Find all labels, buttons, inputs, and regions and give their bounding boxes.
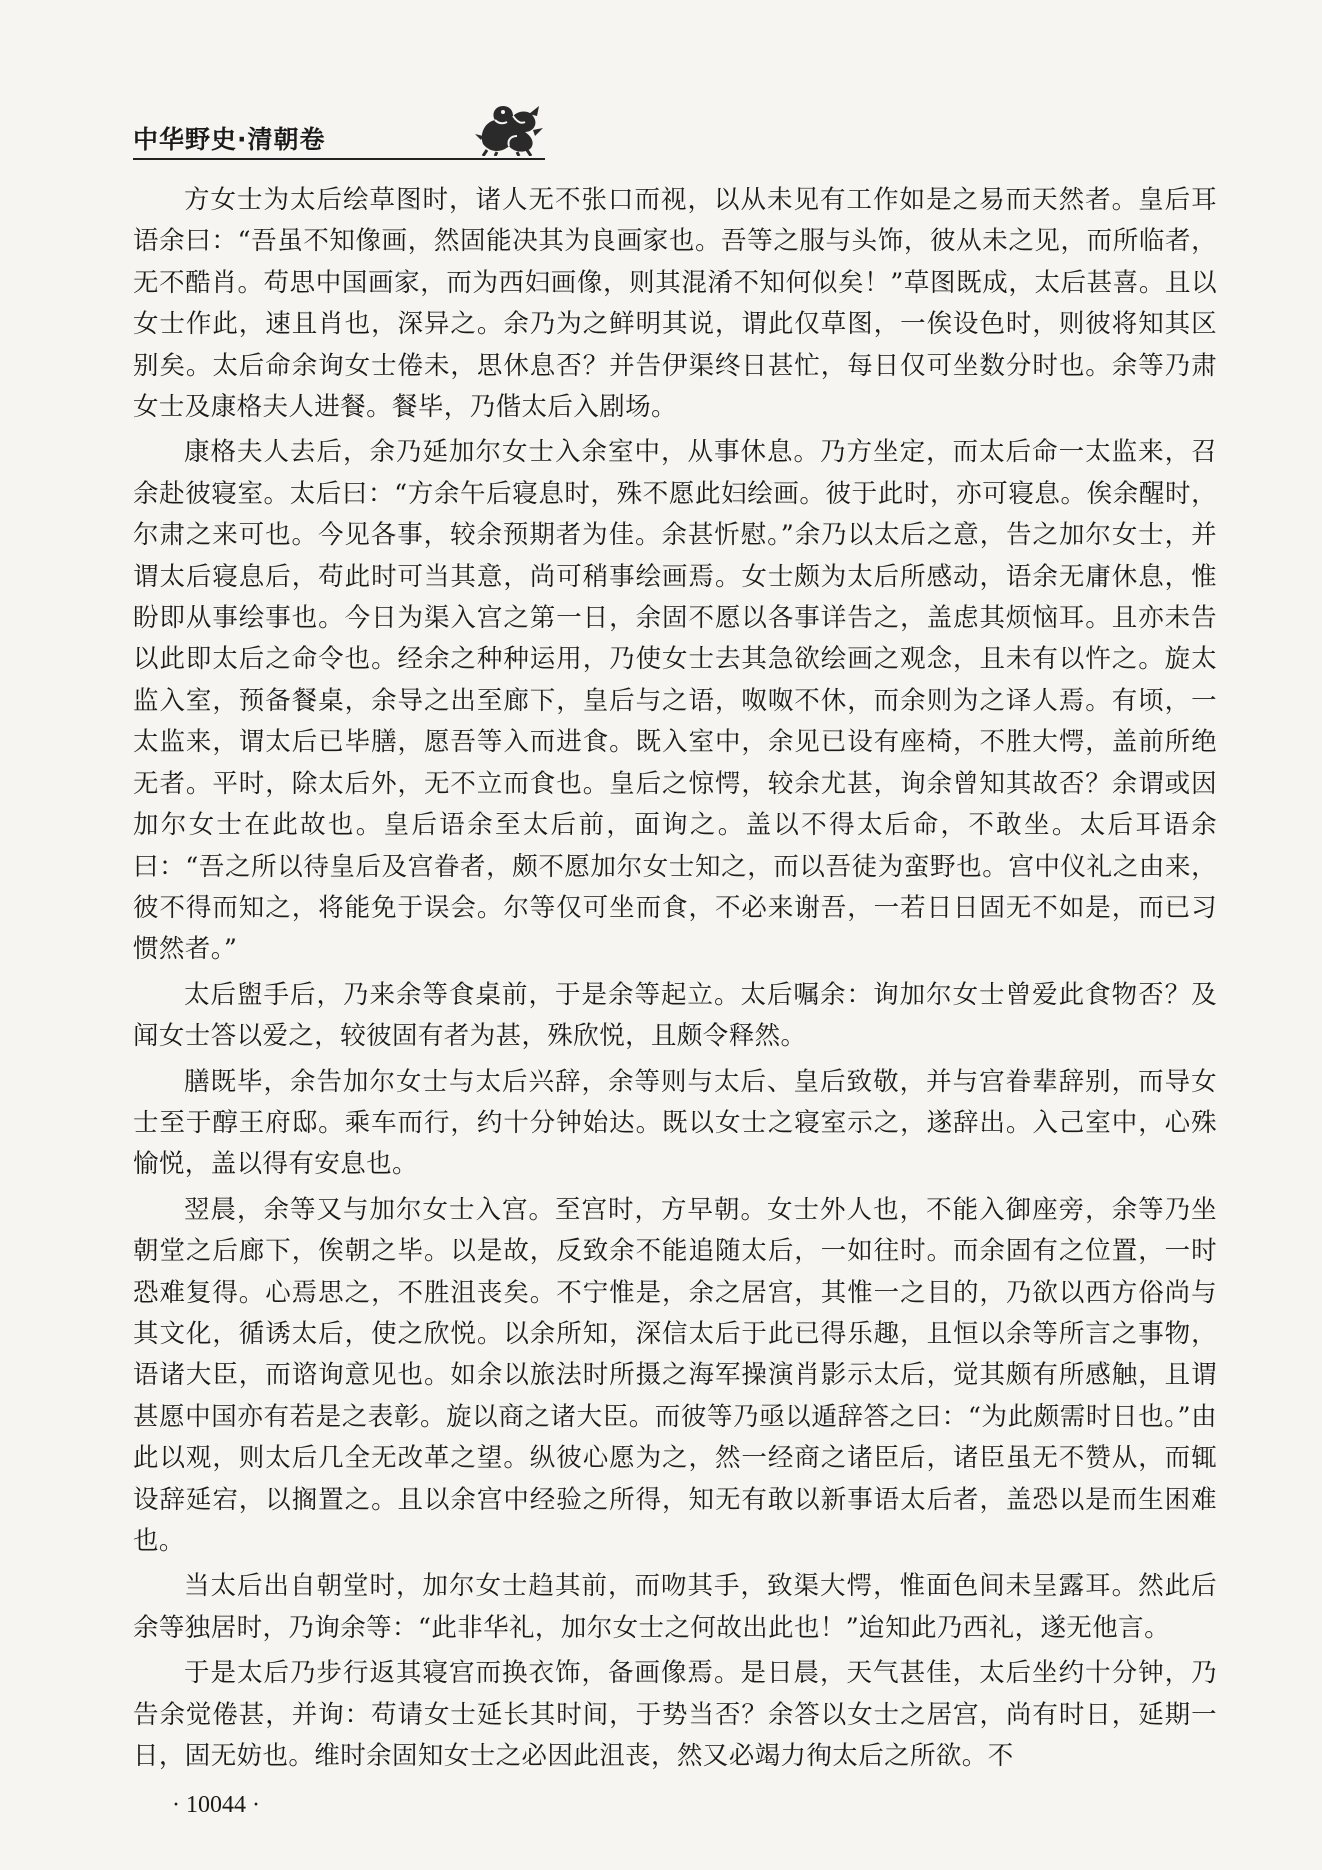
paragraph: 方女士为太后绘草图时，诸人无不张口而视，以从未见有工作如是之易而天然者。皇后耳语余曰：“吾虽不知像画，然固能决其为良画家也。吾等之服与头饰，彼从未之见，而所临者，无不酷肖。苟思中国画家，而为西妇画像，则其混淆不知何似矣！”草图既成，太后甚喜。且以女士作此，速且肖也，深异之。余乃为之鲜明其说，谓此仅草图，一俟设色时，则彼将知其区别矣。太后命余询女士倦未，思休息否？并告伊渠终日甚忙，每日仅可坐数分时也。余等乃肃女士及康格夫人进餐。餐毕，乃偕太后入剧场。 — [133, 185, 1217, 423]
paragraph: 膳既毕，余告加尔女士与太后兴辞，余等则与太后、皇后致敬，并与宫眷辈辞别，而导女士至于醇王府邸。乘车而行，约十分钟始达。既以女士之寝室示之，遂辞出。入己室中，心殊愉悦，盖以得有安息也。 — [133, 1066, 1217, 1180]
body-text — [133, 180, 1217, 1770]
paragraph: 于是太后乃步行返其寝宫而换衣饰，备画像焉。是日晨，天气甚佳，太后坐约十分钟，乃告余觉倦甚，并询：苟请女士延长其时间，于势当否？余答以女士之居宫，尚有时日，延期一日，固无妨也。维时余固知女士之必因此沮丧，然又必竭力徇太后之所欲。不 — [133, 1658, 1217, 1770]
paragraph: 康格夫人去后，余乃延加尔女士入余室中，从事休息。乃方坐定，而太后命一太监来，召余赴彼寝室。太后曰：“方余午后寝息时，殊不愿此妇绘画。彼于此时，亦可寝息。俟余醒时，尔肃之来可也。今见各事，较余预期者为佳。余甚忻慰。”余乃以太后之意，告之加尔女士，并谓太后寝息后，苟此时可当其意，尚可稍事绘画焉。女士颇为太后所感动，语余无庸休息，惟盼即从事绘事也。今日为渠入宫之第一日，余固不愿以各事详告之，盖虑其烦恼耳。且亦未告以此即太后之命令也。经余之种种运用，乃使女士去其急欲绘画之观念，且未有以忤之。旋太监入室，预备餐桌，余导之出至廊下，皇后与之语，呶呶不休，而余则为之译人焉。有顷，一太监来，谓太后已毕膳，愿吾等入而进食。既入室中，余见已设有座椅，不胜大愕，盖前所绝无者。平时，除太后外，无不立而食也。皇后之惊愕，较余尤甚，询余曾知其故否？余谓或因加尔女士在此故也。皇后语余至太后前，面询之。盖以不得太后命，不敢坐。太后耳语余曰：“吾之所以待皇后及宫眷者，颇不愿加尔女士知之，而以吾徒为蛮野也。宫中仪礼之由来，彼不得而知之，将能免于误会。尔等仅可坐而食，不必来谢吾，一若日日固无不如是，而已习惯然者。” — [133, 437, 1217, 965]
book-title: 中华野史·清朝卷 — [133, 125, 326, 154]
paragraph: 太后盥手后，乃来余等食桌前，于是余等起立。太后嘱余：询加尔女士曾爱此食物否？及闻女士答以爱之，较彼固有者为甚，殊欣悦，且颇令释然。 — [133, 979, 1217, 1052]
page-header — [133, 100, 545, 162]
paragraph: 当太后出自朝堂时，加尔女士趋其前，而吻其手，致渠大愕，惟面色间未呈露耳。然此后余等独居时，乃询余等：“此非华礼，加尔女士之何故出此也！”迨知此乃西礼，遂无他言。 — [133, 1571, 1217, 1643]
page-number: · 10044 · — [172, 1792, 260, 1818]
dragon-icon — [473, 100, 547, 156]
header-rule — [133, 158, 545, 160]
paragraph: 翌晨，余等又与加尔女士入宫。至宫时，方早朝。女士外人也，不能入御座旁，余等乃坐朝堂之后廊下，俟朝之毕。以是故，反致余不能追随太后，一如往时。而余固有之位置，一时恐难复得。心焉思之，不胜沮丧矣。不宁惟是，余之居宫，其惟一之目的，乃欲以西方俗尚与其文化，循诱太后，使之欣悦。以余所知，深信太后于此已得乐趣，且恒以余等所言之事物，语诸大臣，而谘询意见也。如余以旅法时所摄之海军操演肖影示太后，觉其颇有所感触，且谓甚愿中国亦有若是之表彰。旋以商之诸大臣。而彼等乃亟以遁辞答之曰：“为此颇需时日也。”由此以观，则太后几全无改革之望。纵彼心愿为之，然一经商之诸臣后，诸臣虽无不赞从，而辄设辞延宕，以搁置之。且以余宫中经验之所得，知无有敢以新事语太后者，盖恐以是而生困难也。 — [133, 1194, 1217, 1556]
